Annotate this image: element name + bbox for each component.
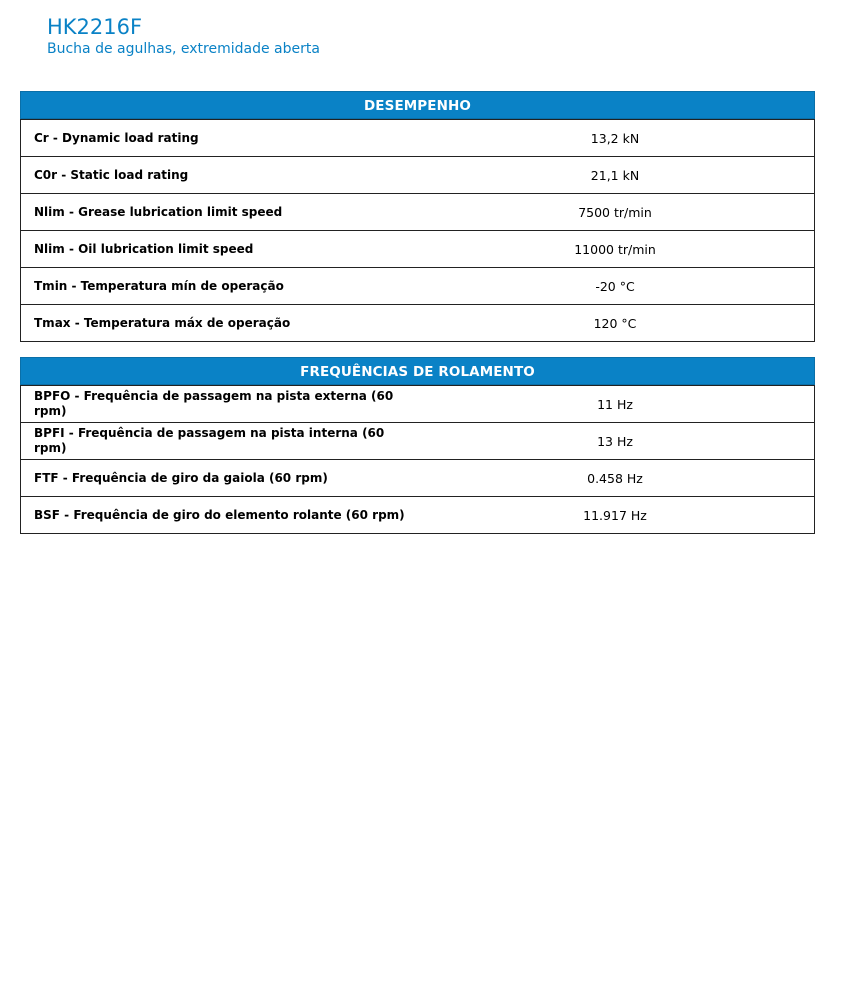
- table-row: [21, 231, 815, 268]
- performance-section-title: DESEMPENHO: [20, 91, 815, 119]
- performance-section: [20, 91, 815, 342]
- product-code: HK2216F: [47, 15, 143, 39]
- spec-value: 21,1 kN: [416, 157, 815, 194]
- table-row: [21, 157, 815, 194]
- product-subtitle: Bucha de agulhas, extremidade aberta: [47, 41, 320, 57]
- table-row: [21, 194, 815, 231]
- product-header: [47, 14, 320, 58]
- spec-value: 11 Hz: [416, 386, 815, 423]
- performance-table: [20, 119, 815, 342]
- spec-label: Tmin - Temperatura mín de operação: [21, 268, 417, 305]
- spec-value: 11.917 Hz: [416, 497, 815, 534]
- spec-value: 0.458 Hz: [416, 460, 815, 497]
- frequencies-section: [20, 357, 815, 534]
- spec-label: BPFI - Frequência de passagem na pista interna (60 rpm): [21, 423, 417, 460]
- spec-value: -20 °C: [416, 268, 815, 305]
- spec-label: Tmax - Temperatura máx de operação: [21, 305, 417, 342]
- spec-value: 7500 tr/min: [416, 194, 815, 231]
- spec-value: 120 °C: [416, 305, 815, 342]
- table-row: [21, 423, 815, 460]
- spec-label: C0r - Static load rating: [21, 157, 417, 194]
- table-row: [21, 386, 815, 423]
- table-row: [21, 497, 815, 534]
- spec-value: 13 Hz: [416, 423, 815, 460]
- spec-label: Nlim - Grease lubrication limit speed: [21, 194, 417, 231]
- spec-label: FTF - Frequência de giro da gaiola (60 rpm): [21, 460, 417, 497]
- frequencies-table: [20, 385, 815, 534]
- spec-value: 11000 tr/min: [416, 231, 815, 268]
- spec-label: BPFO - Frequência de passagem na pista externa (60 rpm): [21, 386, 417, 423]
- table-row: [21, 305, 815, 342]
- spec-label: BSF - Frequência de giro do elemento rolante (60 rpm): [21, 497, 417, 534]
- spec-value: 13,2 kN: [416, 120, 815, 157]
- frequencies-section-title: FREQUÊNCIAS DE ROLAMENTO: [20, 357, 815, 385]
- table-row: [21, 120, 815, 157]
- spec-label: Nlim - Oil lubrication limit speed: [21, 231, 417, 268]
- table-row: [21, 268, 815, 305]
- table-row: [21, 460, 815, 497]
- spec-label: Cr - Dynamic load rating: [21, 120, 417, 157]
